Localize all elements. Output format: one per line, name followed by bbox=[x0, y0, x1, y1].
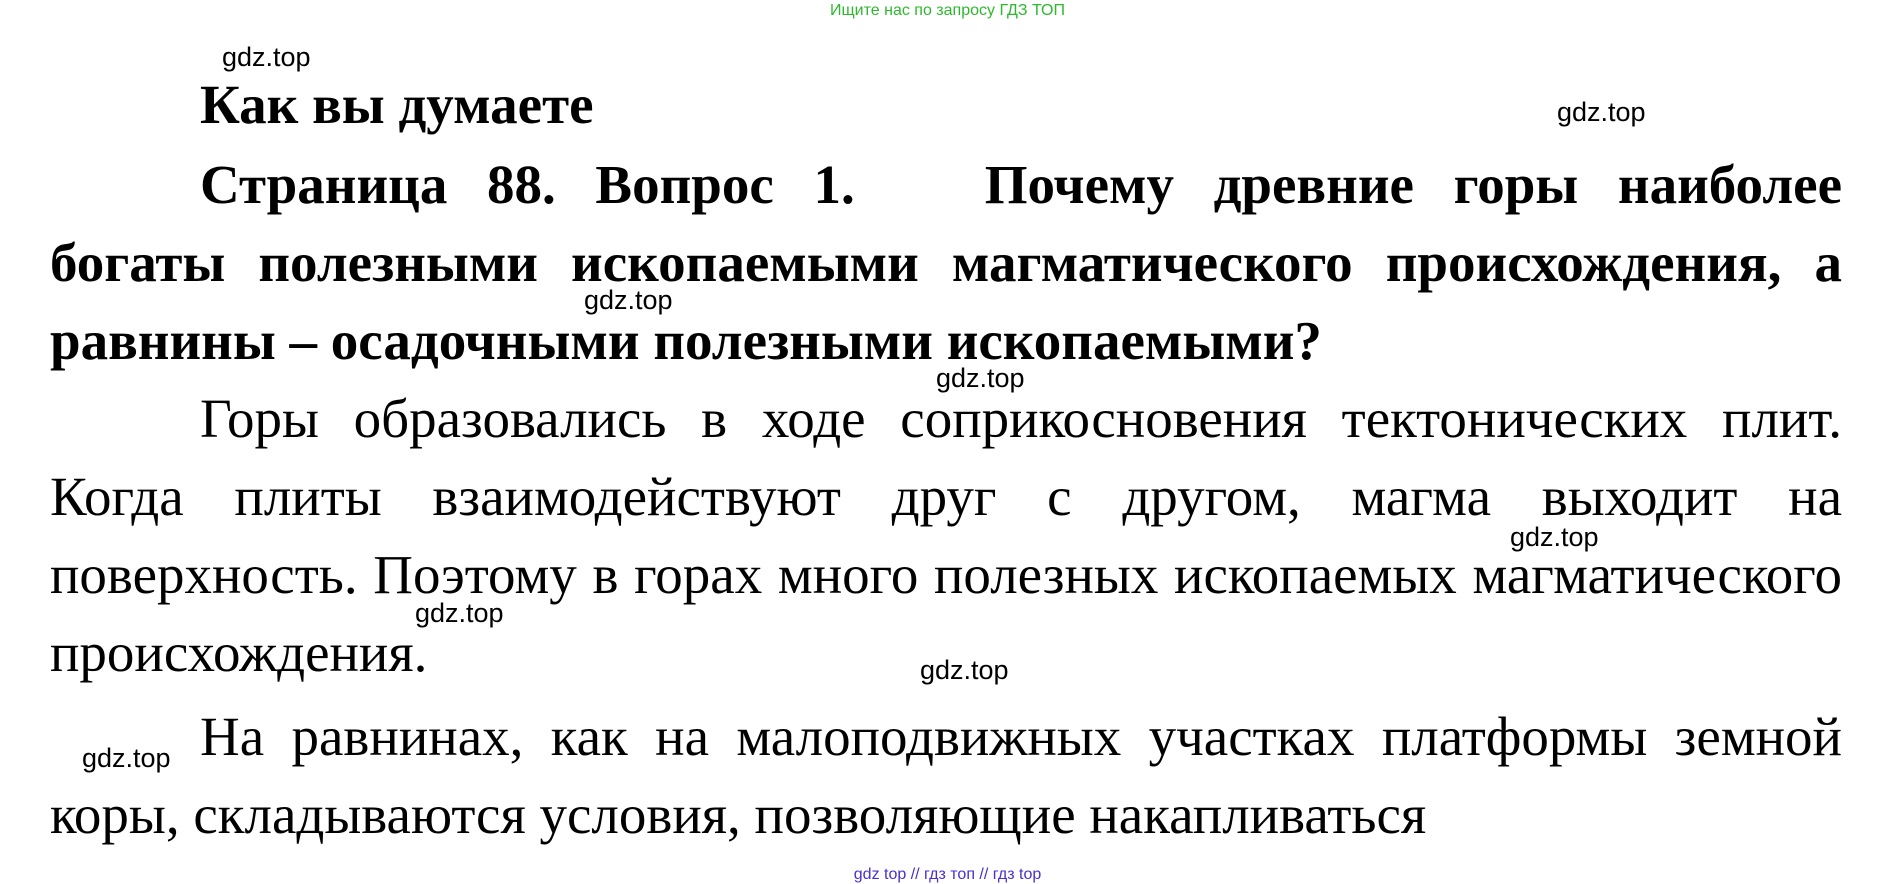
question bbox=[50, 146, 1842, 380]
watermark: gdz.top bbox=[920, 655, 1009, 685]
watermark: gdz.top bbox=[584, 285, 673, 315]
top-banner: Ищите нас по запросу ГДЗ ТОП bbox=[830, 2, 1065, 19]
watermark: gdz.top bbox=[415, 598, 504, 628]
question-text: Почему древние горы наиболее богаты полезными ископаемыми магматического происхождения, а равнины – осадочными полезными ископаемыми? bbox=[50, 154, 1842, 371]
section-heading: Как вы думаете bbox=[200, 74, 594, 135]
question-label: Страница 88. Вопрос 1. bbox=[200, 154, 855, 215]
bottom-banner: gdz top // гдз топ // гдз top bbox=[853, 866, 1042, 883]
answer-paragraph-1: Горы образовались в ходе соприкосновения тектонических плит. Когда плиты взаимодействуют друг с другом, магма выходит на поверхность. Поэтому в горах много полезных ископаемых магматического происхождения. bbox=[50, 388, 1842, 683]
watermark: gdz.top bbox=[1557, 97, 1646, 127]
document-body bbox=[50, 72, 1842, 854]
watermark: gdz.top bbox=[82, 743, 171, 773]
watermark: gdz.top bbox=[1510, 522, 1599, 552]
watermark: gdz.top bbox=[936, 363, 1025, 393]
watermark: gdz.top bbox=[222, 42, 311, 72]
answer-paragraph-2: На равнинах, как на малоподвижных участках платформы земной коры, складываются условия, позволяющие накапливаться bbox=[50, 706, 1842, 845]
